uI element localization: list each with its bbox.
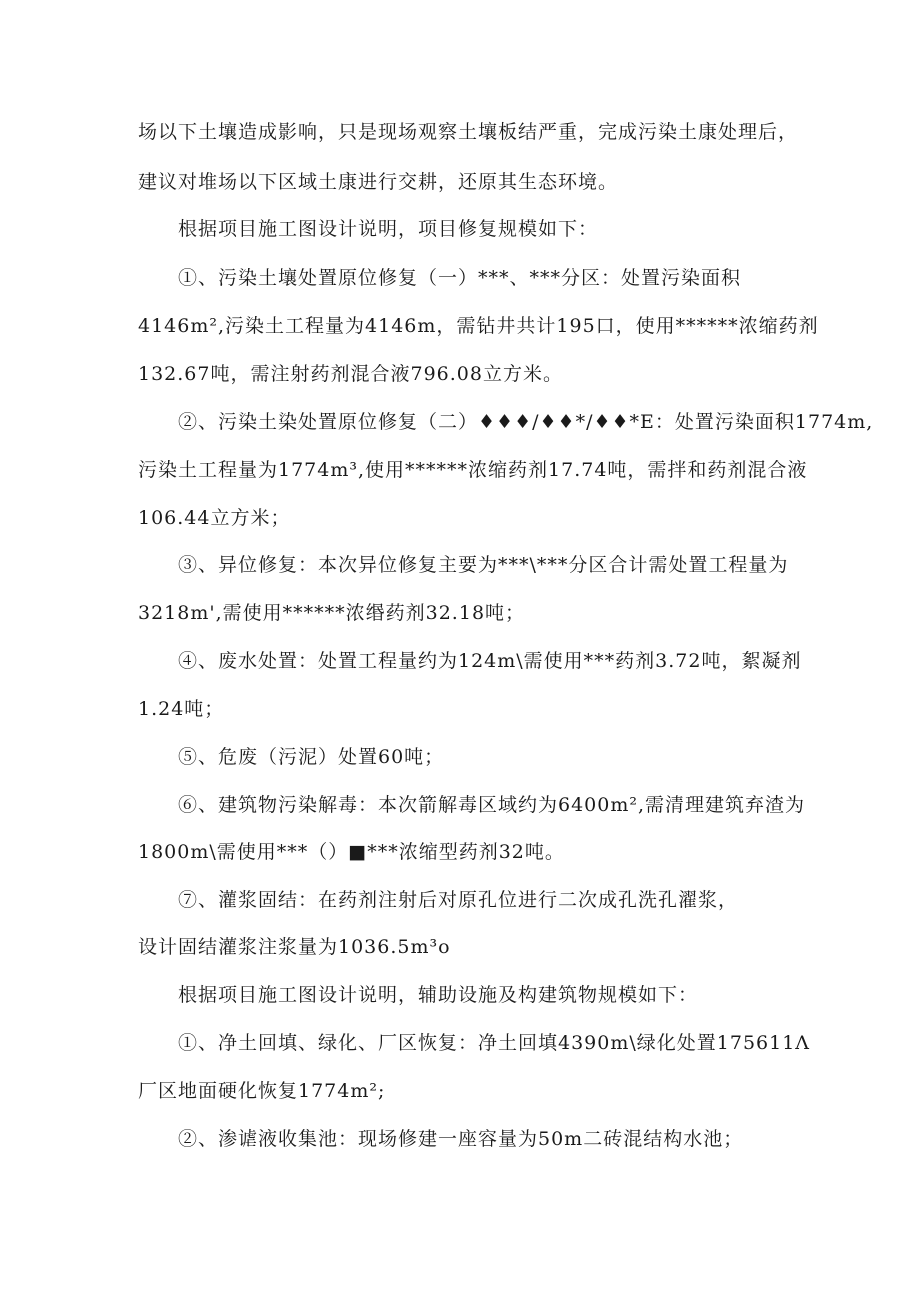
list-item-5: ⑤、危废（污泥）处置60吨； (178, 746, 445, 768)
list-item-3: ③、异位修复：本次异位修复主要为***\***分区合计需处置工程量为 (178, 554, 789, 576)
list-item-8: ①、净土回填、绿化、厂区恢复：净土回填4390m\绿化处置175611Λ (178, 1032, 811, 1054)
list-item-7: ⑦、灌浆固结：在药剂注射后对原孔位进行二次成孔洗孔濯浆， (178, 889, 739, 911)
text-line: 4146m²,污染土工程量为4146m，需钻井共计195口，使用******浓缩药剂 (138, 315, 819, 337)
text-line: 106.44立方米； (138, 507, 291, 529)
list-item-1: ①、污染土壤处置原位修复（一）***、***分区：处置污染面积 (178, 267, 742, 289)
text-line: 厂区地面硬化恢复1774m²; (138, 1080, 386, 1102)
text-line: 场以下土壤造成影响，只是现场观察土壤板结严重，完成污染土康处理后， (138, 121, 799, 143)
text-line: 1.24吨； (138, 698, 225, 720)
text-line: 建议对堆场以下区域土康进行交耕，还原其生态环境。 (138, 171, 619, 193)
list-item-2: ②、污染土染处置原位修复（二）♦♦♦/♦♦*/♦♦*E：处置污染面积1774m, (178, 411, 874, 433)
text-line: 设计固结灌浆注浆量为1036.5m³o (138, 936, 451, 958)
list-item-4: ④、废水处置：处置工程量约为124m\需使用***药剂3.72吨，絮凝剂 (178, 650, 802, 672)
text-line: 1800m\需使用***（）■***浓缩型药剂32吨。 (138, 841, 565, 863)
list-item-9: ②、渗谑液收集池：现场修建一座容量为50m二砖混结构水池； (178, 1128, 744, 1150)
text-line: 根据项目施工图设计说明，辅助设施及构建筑物规模如下： (178, 984, 699, 1006)
list-item-6: ⑥、建筑物污染解毒：本次箭解毒区域约为6400m²,需清理建筑弃渣为 (178, 794, 806, 816)
text-line: 根据项目施工图设计说明，项目修复规模如下： (178, 218, 599, 240)
text-line: 132.67吨，需注射药剂混合液796.08立方米。 (138, 363, 563, 385)
text-line: 污染土工程量为1774m³,使用******浓缩药剂17.74吨，需拌和药剂混合液 (138, 459, 808, 481)
text-line: 3218m',需使用******浓缗药剂32.18吨； (138, 602, 526, 624)
